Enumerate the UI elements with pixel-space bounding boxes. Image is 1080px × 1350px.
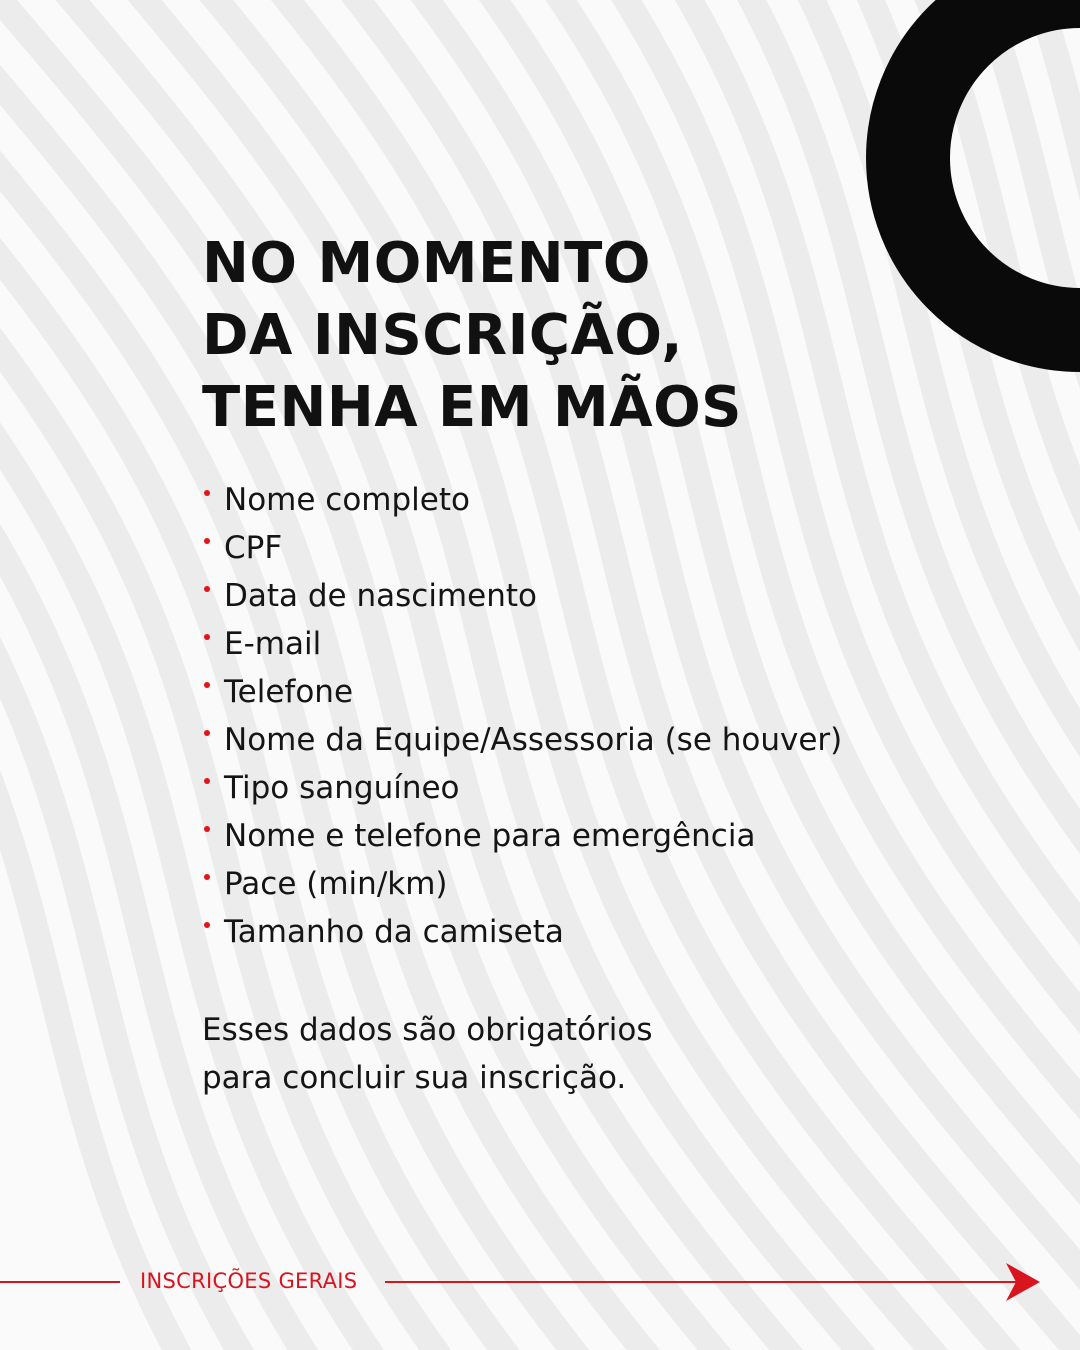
footer-divider [385, 1281, 1020, 1283]
title-line: DA INSCRIÇÃO, [202, 303, 683, 368]
list-item-label: Nome completo [224, 482, 470, 518]
list-item-label: CPF [224, 530, 283, 566]
list-item-label: Tamanho da camiseta [224, 914, 564, 950]
list-item [202, 716, 842, 764]
bullet-icon [204, 586, 210, 592]
list-item [202, 476, 842, 524]
list-item [202, 860, 842, 908]
list-item-label: Telefone [224, 674, 354, 710]
footer-divider [0, 1281, 120, 1283]
bullet-icon [204, 778, 210, 784]
list-item [202, 764, 842, 812]
bullet-icon [204, 922, 210, 928]
list-item-label: Nome da Equipe/Assessoria (se houver) [224, 722, 843, 758]
list-item-label: Tipo sanguíneo [224, 770, 460, 806]
bullet-icon [204, 874, 210, 880]
list-item [202, 908, 842, 956]
list-item-label: Pace (min/km) [224, 866, 448, 902]
note-line: para concluir sua inscrição. [202, 1060, 627, 1096]
list-item [202, 668, 842, 716]
list-item-label: Nome e telefone para emergência [224, 818, 756, 854]
bullet-icon [204, 634, 210, 640]
mandatory-note [202, 1006, 653, 1102]
bullet-icon [204, 730, 210, 736]
bullet-icon [204, 682, 210, 688]
bullet-icon [204, 538, 210, 544]
list-item [202, 620, 842, 668]
title-line: NO MOMENTO [202, 231, 651, 296]
list-item-label: Data de nascimento [224, 578, 537, 614]
list-item [202, 524, 842, 572]
page-title [202, 228, 742, 444]
arrow-right-icon[interactable] [1004, 1261, 1042, 1303]
required-data-list [202, 476, 842, 956]
list-item [202, 812, 842, 860]
bullet-icon [204, 490, 210, 496]
title-line: TENHA EM MÃOS [202, 375, 743, 440]
footer-section-label: INSCRIÇÕES GERAIS [140, 1269, 358, 1293]
note-line: Esses dados são obrigatórios [202, 1012, 653, 1048]
list-item-label: E-mail [224, 626, 322, 662]
bullet-icon [204, 826, 210, 832]
list-item [202, 572, 842, 620]
